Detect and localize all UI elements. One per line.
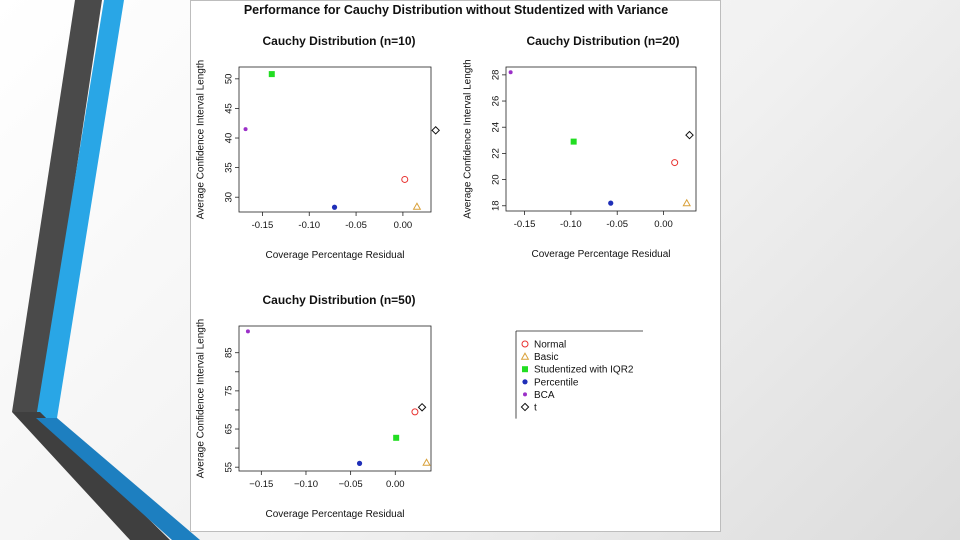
legend-label: BCA [534, 389, 555, 401]
y-tick-label: 55 [223, 461, 235, 473]
x-tick-label: −0.15 [249, 479, 274, 490]
chart-n10 [196, 34, 440, 261]
y-axis-label: Average Confidence Interval Length [195, 318, 207, 479]
y-tick-label: 18 [490, 200, 502, 212]
x-tick-label: -0.05 [606, 219, 629, 230]
legend-marker [523, 392, 527, 396]
slide-decoration [0, 0, 200, 540]
point-basic [683, 200, 690, 206]
legend-label: Percentile [534, 377, 579, 389]
figure-panel [190, 0, 721, 532]
figure-svg [191, 1, 722, 533]
x-tick-label: −0.05 [338, 479, 363, 490]
x-tick-label: −0.10 [293, 479, 319, 490]
x-axis-label: Coverage Percentage Residual [265, 509, 405, 520]
dark-stripe-lower [12, 412, 170, 540]
legend-label: Basic [534, 352, 559, 364]
point-t [432, 127, 439, 134]
y-tick-label: 45 [223, 103, 235, 114]
plot-frame [239, 326, 431, 471]
plot-frame [239, 67, 431, 212]
point-bca [244, 127, 248, 131]
point-t [686, 131, 693, 138]
chart-title: Cauchy Distribution (n=20) [526, 34, 680, 48]
y-tick-label: 20 [490, 174, 502, 185]
plot-frame [506, 67, 696, 211]
point-studentized-with-iqr2 [571, 139, 577, 145]
x-tick-label: 0.00 [386, 479, 405, 490]
x-tick-label: -0.10 [298, 220, 321, 231]
y-tick-label: 65 [223, 423, 235, 435]
point-basic [423, 459, 430, 465]
chart-n50 [196, 293, 431, 520]
legend [516, 331, 643, 419]
legend-label: Studentized with IQR2 [534, 364, 634, 376]
legend-marker [522, 366, 528, 372]
x-tick-label: 0.00 [393, 220, 413, 231]
point-normal [402, 176, 408, 182]
legend-label: t [534, 402, 537, 414]
legend-marker [522, 353, 529, 359]
x-tick-label: 0.00 [654, 219, 673, 230]
point-basic [414, 203, 421, 209]
point-studentized-with-iqr2 [269, 71, 275, 77]
point-studentized-with-iqr2 [393, 435, 399, 441]
x-tick-label: -0.10 [560, 219, 582, 230]
x-tick-label: -0.15 [513, 219, 536, 230]
x-tick-label: -0.15 [251, 220, 274, 231]
y-tick-label: 28 [490, 69, 502, 81]
legend-label: Normal [534, 339, 567, 351]
legend-marker [521, 403, 528, 410]
legend-marker [522, 341, 528, 347]
figure-title: Performance for Cauchy Distribution without Studentized with Variance [243, 3, 669, 17]
chart-title: Cauchy Distribution (n=10) [262, 34, 416, 48]
y-axis-label: Average Confidence Interval Length [195, 59, 207, 220]
y-tick-label: 22 [490, 148, 502, 159]
y-tick-label: 85 [223, 347, 235, 358]
point-t [418, 404, 425, 411]
point-bca [246, 329, 250, 333]
y-tick-label: 40 [223, 132, 235, 144]
x-tick-label: -0.05 [345, 220, 367, 231]
y-tick-label: 50 [223, 73, 235, 85]
y-tick-label: 35 [223, 162, 235, 173]
x-axis-label: Coverage Percentage Residual [265, 250, 405, 261]
y-tick-label: 30 [223, 191, 235, 203]
y-axis-label: Average Confidence Interval Length [462, 59, 474, 219]
legend-marker [522, 379, 527, 384]
chart-n20 [463, 34, 696, 260]
point-percentile [332, 205, 337, 210]
point-normal [412, 409, 418, 415]
point-percentile [608, 201, 613, 206]
chart-title: Cauchy Distribution (n=50) [262, 293, 416, 307]
y-tick-label: 26 [490, 95, 502, 107]
y-tick-label: 75 [223, 385, 235, 397]
x-axis-label: Coverage Percentage Residual [531, 249, 671, 260]
y-tick-label: 24 [490, 121, 502, 133]
point-normal [672, 160, 678, 166]
point-percentile [357, 461, 362, 466]
point-bca [509, 70, 513, 74]
